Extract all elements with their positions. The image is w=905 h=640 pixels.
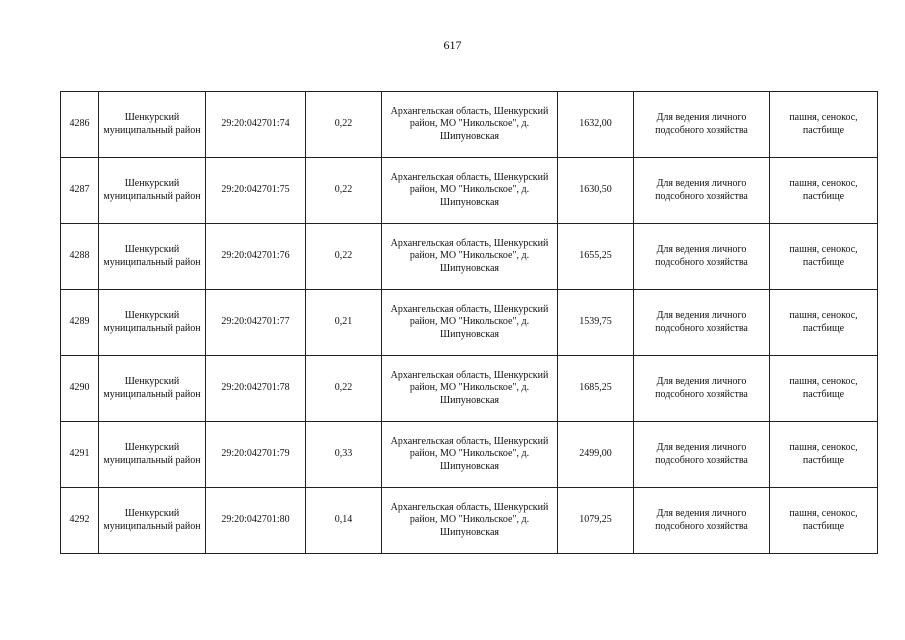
district-cell: Шенкурский муниципальный район (99, 290, 206, 356)
share-cell: 0,22 (306, 92, 382, 158)
cadastral-number-cell: 29:20:042701:75 (206, 158, 306, 224)
purpose-cell: Для ведения личного подсобного хозяйства (634, 158, 770, 224)
area-cell: 1079,25 (558, 488, 634, 554)
purpose-cell: Для ведения личного подсобного хозяйства (634, 92, 770, 158)
table-row (61, 488, 878, 554)
purpose-cell: Для ведения личного подсобного хозяйства (634, 290, 770, 356)
row-number-cell: 4286 (61, 92, 99, 158)
area-cell: 1539,75 (558, 290, 634, 356)
district-cell: Шенкурский муниципальный район (99, 224, 206, 290)
share-cell: 0,33 (306, 422, 382, 488)
address-cell: Архангельская область, Шенкурский район, МО "Никольское", д. Шипуновская (382, 158, 558, 224)
district-cell: Шенкурский муниципальный район (99, 488, 206, 554)
page-number: 617 (443, 38, 462, 52)
cadastral-number-cell: 29:20:042701:80 (206, 488, 306, 554)
land-type-cell: пашня, сенокос, пастбище (770, 488, 878, 554)
share-cell: 0,22 (306, 356, 382, 422)
table-row (61, 92, 878, 158)
share-cell: 0,21 (306, 290, 382, 356)
share-cell: 0,22 (306, 158, 382, 224)
district-cell: Шенкурский муниципальный район (99, 158, 206, 224)
area-cell: 1632,00 (558, 92, 634, 158)
district-cell: Шенкурский муниципальный район (99, 356, 206, 422)
row-number-cell: 4287 (61, 158, 99, 224)
land-type-cell: пашня, сенокос, пастбище (770, 290, 878, 356)
row-number-cell: 4290 (61, 356, 99, 422)
area-cell: 1655,25 (558, 224, 634, 290)
address-cell: Архангельская область, Шенкурский район, МО "Никольское", д. Шипуновская (382, 356, 558, 422)
address-cell: Архангельская область, Шенкурский район, МО "Никольское", д. Шипуновская (382, 92, 558, 158)
row-number-cell: 4288 (61, 224, 99, 290)
district-cell: Шенкурский муниципальный район (99, 92, 206, 158)
land-type-cell: пашня, сенокос, пастбище (770, 158, 878, 224)
purpose-cell: Для ведения личного подсобного хозяйства (634, 356, 770, 422)
share-cell: 0,22 (306, 224, 382, 290)
row-number-cell: 4292 (61, 488, 99, 554)
land-type-cell: пашня, сенокос, пастбище (770, 356, 878, 422)
table-row (61, 158, 878, 224)
land-plots-table (60, 91, 878, 554)
area-cell: 1630,50 (558, 158, 634, 224)
cadastral-number-cell: 29:20:042701:79 (206, 422, 306, 488)
purpose-cell: Для ведения личного подсобного хозяйства (634, 224, 770, 290)
land-type-cell: пашня, сенокос, пастбище (770, 224, 878, 290)
address-cell: Архангельская область, Шенкурский район, МО "Никольское", д. Шипуновская (382, 290, 558, 356)
address-cell: Архангельская область, Шенкурский район, МО "Никольское", д. Шипуновская (382, 224, 558, 290)
cadastral-number-cell: 29:20:042701:76 (206, 224, 306, 290)
table-row (61, 422, 878, 488)
purpose-cell: Для ведения личного подсобного хозяйства (634, 488, 770, 554)
address-cell: Архангельская область, Шенкурский район, МО "Никольское", д. Шипуновская (382, 422, 558, 488)
land-type-cell: пашня, сенокос, пастбище (770, 422, 878, 488)
cadastral-number-cell: 29:20:042701:77 (206, 290, 306, 356)
cadastral-number-cell: 29:20:042701:74 (206, 92, 306, 158)
address-cell: Архангельская область, Шенкурский район, МО "Никольское", д. Шипуновская (382, 488, 558, 554)
table-body (61, 92, 878, 554)
share-cell: 0,14 (306, 488, 382, 554)
area-cell: 2499,00 (558, 422, 634, 488)
area-cell: 1685,25 (558, 356, 634, 422)
cadastral-number-cell: 29:20:042701:78 (206, 356, 306, 422)
row-number-cell: 4289 (61, 290, 99, 356)
district-cell: Шенкурский муниципальный район (99, 422, 206, 488)
table-row (61, 356, 878, 422)
land-type-cell: пашня, сенокос, пастбище (770, 92, 878, 158)
table-row (61, 224, 878, 290)
row-number-cell: 4291 (61, 422, 99, 488)
table-row (61, 290, 878, 356)
purpose-cell: Для ведения личного подсобного хозяйства (634, 422, 770, 488)
